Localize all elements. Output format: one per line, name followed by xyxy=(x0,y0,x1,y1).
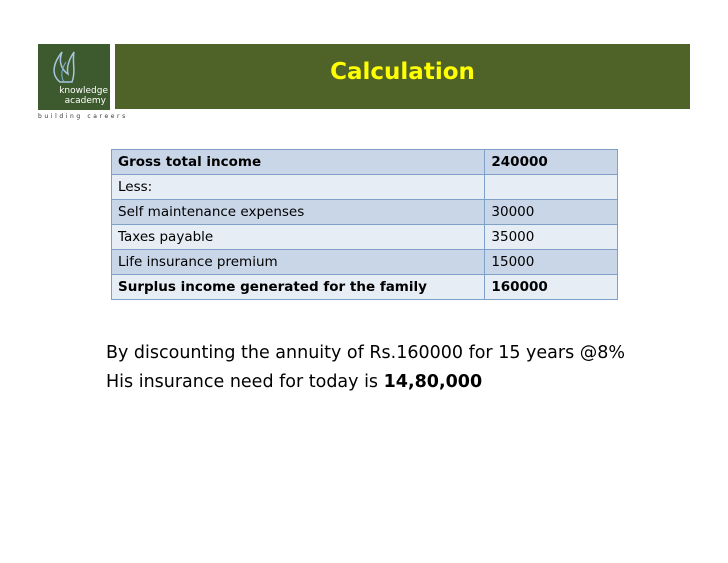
logo-wordmark xyxy=(46,86,108,106)
table-row xyxy=(112,250,618,275)
table-row xyxy=(112,275,618,300)
slide-title: Calculation xyxy=(330,59,475,85)
insurance-need-prefix: His insurance need for today is xyxy=(106,372,384,392)
row-label: Taxes payable xyxy=(112,225,485,250)
row-label: Less: xyxy=(112,175,485,200)
row-label: Gross total income xyxy=(112,150,485,175)
insurance-need-statement xyxy=(106,372,482,392)
logo-line-knowledge: knowledge xyxy=(59,86,108,96)
row-value: 30000 xyxy=(485,200,618,225)
logo-line-academy: academy xyxy=(64,96,106,106)
row-value: 160000 xyxy=(485,275,618,300)
row-label: Life insurance premium xyxy=(112,250,485,275)
row-value: 35000 xyxy=(485,225,618,250)
table-row xyxy=(112,200,618,225)
calculation-table xyxy=(111,149,618,300)
insurance-need-amount: 14,80,000 xyxy=(383,372,483,392)
row-value: 240000 xyxy=(485,150,618,175)
row-label: Surplus income generated for the family xyxy=(112,275,485,300)
title-bar xyxy=(115,44,690,109)
logo-tagline: building careers xyxy=(38,113,128,120)
row-value: 15000 xyxy=(485,250,618,275)
table-row xyxy=(112,150,618,175)
discount-statement: By discounting the annuity of Rs.160000 for 15 years @8% xyxy=(106,343,626,363)
row-value xyxy=(485,175,618,200)
table-row xyxy=(112,175,618,200)
table-row xyxy=(112,225,618,250)
row-label: Self maintenance expenses xyxy=(112,200,485,225)
knowledge-academy-logo xyxy=(38,44,110,110)
